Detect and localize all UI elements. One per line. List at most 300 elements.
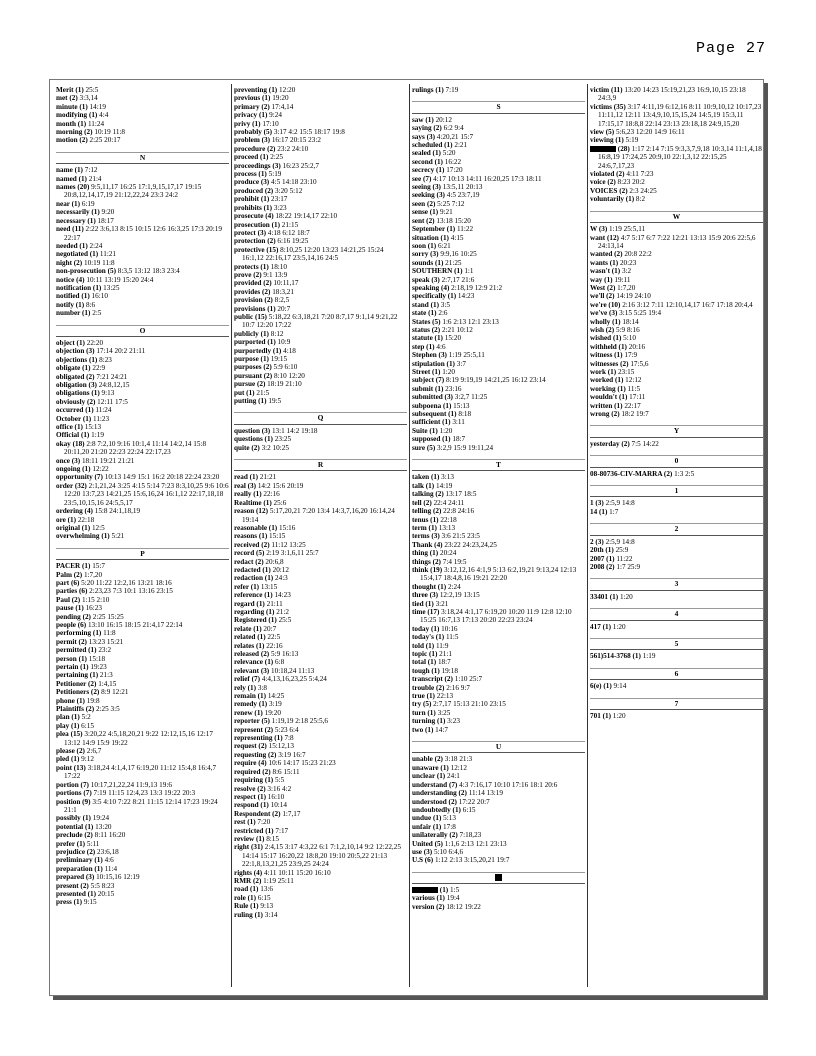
index-references: 13:23 15:21 (88, 637, 124, 646)
index-entry (234, 372, 407, 380)
index-entry (234, 178, 407, 186)
index-entry (234, 658, 407, 666)
index-references: 1:5 (449, 885, 460, 894)
index-references: 1:7,20 (83, 570, 103, 579)
index-term: W (3) (590, 225, 608, 234)
index-term: sure (5) (412, 443, 436, 452)
index-term: pursue (2) (234, 380, 266, 389)
index-term: person (1) (56, 654, 87, 663)
index-references: 20:6,8 (265, 557, 284, 566)
column-divider (587, 84, 588, 987)
index-term: performing (1) (56, 629, 102, 638)
index-entry (590, 128, 763, 136)
index-references: 1:19 (642, 652, 656, 661)
index-references: 21:1 (439, 650, 452, 658)
index-references: 8:18 (458, 410, 472, 419)
index-term: rest (1) (234, 818, 256, 827)
index-references: 15:15 (269, 532, 286, 541)
index-entry (234, 305, 407, 313)
index-term: use (3) (412, 847, 433, 856)
index-references: 3:11 (452, 418, 465, 427)
section-letter-heading: 2 (590, 523, 763, 535)
index-entry (412, 242, 585, 250)
index-term: refer (1) (234, 582, 260, 591)
index-term: pause (1) (56, 604, 84, 613)
index-entry (590, 593, 763, 601)
index-entry (56, 562, 229, 570)
index-references: 15:12,13 (268, 742, 294, 751)
index-entry (234, 558, 407, 566)
index-entry (56, 120, 229, 128)
index-references: 10:18,24 11:13 (271, 666, 315, 675)
index-references: 18:7 (452, 435, 466, 444)
index-references: 2:6 (438, 309, 448, 318)
index-term: secrecy (1) (412, 166, 445, 175)
index-term: redacted (1) (234, 565, 271, 574)
index-term: step (1) (412, 342, 435, 351)
index-entry (234, 263, 407, 271)
index-references: 18:10 (270, 262, 287, 271)
index-entry (56, 423, 229, 431)
index-entry (412, 191, 585, 199)
index-entry (412, 418, 585, 426)
index-entry (590, 546, 763, 554)
index-entry (56, 516, 229, 524)
index-references: 7:21 24:21 (96, 372, 128, 381)
index-term: obligated (2) (56, 372, 95, 381)
index-references: 3:6 21:5 23:5 (441, 532, 480, 541)
index-entry (234, 541, 407, 549)
index-entry (234, 600, 407, 608)
index-references: 3:23 (447, 717, 460, 726)
index-term: representing (1) (234, 734, 283, 743)
index-entry (590, 187, 763, 195)
index-term: relates (1) (234, 641, 265, 650)
index-entry (234, 482, 407, 490)
index-entry (56, 604, 229, 612)
index-references: 3:5 4:10 7:22 8:21 11:15 12:14 17:23 19:24 21:1 (64, 797, 218, 814)
word-index-frame (49, 79, 764, 996)
index-references: 10:13 14:9 15:1 16:2 20:18 22:24 23:20 (104, 473, 220, 482)
index-entry (234, 776, 407, 784)
index-entry (56, 730, 229, 747)
index-references: 1:20 (619, 592, 633, 601)
index-entry (412, 650, 585, 658)
index-entry (56, 431, 229, 439)
index-entry (234, 591, 407, 599)
index-references: 1:19 25:5,11 (609, 225, 646, 234)
index-entry (234, 347, 407, 355)
index-references: 5:2 (81, 713, 91, 722)
index-term: tell (2) (412, 498, 432, 507)
index-term: sent (2) (412, 216, 435, 225)
index-entry (590, 360, 763, 368)
index-references: 21:25 (445, 258, 462, 267)
index-term: wrong (2) (590, 410, 620, 419)
index-section (590, 455, 763, 478)
index-references: 2:21 (454, 141, 468, 150)
index-term: wanted (2) (590, 250, 623, 259)
index-term: wouldn't (1) (590, 393, 628, 402)
index-entry (590, 393, 763, 401)
index-term: redaction (1) (234, 574, 274, 583)
index-entry (234, 549, 407, 557)
index-entry (412, 368, 585, 376)
index-references: 3:19 (269, 700, 282, 709)
index-term: negotiated (1) (56, 250, 99, 259)
index-term: redact (2) (234, 557, 264, 566)
index-section (412, 872, 585, 911)
index-entry (56, 697, 229, 705)
index-references: 2:18,19 12:9 21:2 (451, 283, 503, 292)
index-term: unclear (1) (412, 772, 446, 781)
index-references: 9:24 (269, 111, 282, 120)
index-references: 21:2 (276, 607, 289, 616)
index-entry (412, 276, 585, 284)
index-section (412, 101, 585, 452)
index-references: 8:19 9:19,19 14:21,25 16:12 23:14 (445, 376, 546, 385)
index-term: pertain (1) (56, 663, 89, 671)
index-entry (234, 524, 407, 532)
index-term: witnesses (2) (590, 359, 629, 368)
column-divider (409, 84, 410, 987)
index-term: quite (2) (234, 443, 260, 452)
index-term: protect (3) (234, 228, 266, 237)
index-entry (234, 204, 407, 212)
index-section (56, 325, 229, 541)
index-term: 2007 (1) (590, 554, 615, 563)
index-term: wished (1) (590, 334, 622, 343)
index-term: preliminary (1) (56, 856, 103, 865)
index-references: 13:18 15:20 (436, 216, 471, 225)
index-entry (412, 284, 585, 292)
index-term: situation (1) (412, 233, 449, 242)
index-entry (590, 508, 763, 516)
index-references: 1:7 (609, 507, 619, 516)
index-entry (412, 558, 585, 566)
index-references: 19:20 (272, 94, 289, 103)
index-term: related (1) (234, 633, 266, 642)
index-entry (412, 259, 585, 267)
index-term: PACER (1) (56, 562, 91, 571)
index-references: 2:22 3:6,13 8:15 10:15 12:6 16:3,25 17:3 20:19 22:17 (64, 225, 222, 242)
index-term: okay (18) (56, 439, 85, 448)
index-column-1 (56, 86, 229, 907)
index-entry (412, 658, 585, 666)
index-entry (234, 742, 407, 750)
section-letter-heading: N (56, 152, 229, 164)
index-entry (234, 435, 407, 443)
index-term: questions (1) (234, 435, 273, 444)
index-entry (56, 136, 229, 144)
index-section (590, 698, 763, 721)
index-section (234, 459, 407, 919)
index-term: told (1) (412, 641, 435, 650)
index-references: 2:5,9 14:8 (605, 499, 635, 508)
index-entry (412, 806, 585, 814)
index-entry (56, 242, 229, 250)
index-references: 1:19 25:5,11 (448, 351, 485, 360)
index-references: 2:16 3:12 7:11 12:10,14,17 16:7 17:18 20:4,4 (622, 300, 753, 309)
index-references: 11:8 (103, 629, 116, 638)
index-term: seeing (3) (412, 183, 441, 192)
index-term: West (2) (590, 283, 616, 292)
index-entry (590, 234, 763, 251)
index-term: subpoena (1) (412, 401, 452, 410)
index-term: three (3) (412, 591, 439, 600)
index-entry (412, 490, 585, 498)
index-references: 3:2 10:25 (261, 443, 289, 452)
index-term: objection (3) (56, 347, 95, 356)
index-entry (56, 671, 229, 679)
index-term: question (3) (234, 426, 271, 435)
index-entry (412, 116, 585, 124)
index-term: unilaterally (2) (412, 831, 458, 840)
index-references: 13:25 (103, 283, 120, 292)
index-term: worked (1) (590, 376, 624, 385)
index-references: 17:22 20:7 (458, 797, 490, 806)
index-term: name (1) (56, 166, 83, 175)
index-references: 3:15 5:25 19:4 (619, 309, 662, 318)
index-term: voluntarily (1) (590, 195, 635, 204)
index-references: 17:9 (624, 351, 638, 360)
index-references: 2:19 3:1,6,11 25:7 (266, 549, 319, 558)
index-term: named (1) (56, 174, 87, 183)
index-term: occurred (1) (56, 406, 94, 415)
index-term: necessary (1) (56, 216, 96, 225)
index-entry (234, 338, 407, 346)
index-entry (234, 363, 407, 371)
index-term: near (1) (56, 199, 81, 208)
index-term: Realtime (1) (234, 498, 272, 507)
index-term: Respondent (2) (234, 809, 281, 818)
index-term: witness (1) (590, 351, 623, 360)
index-entry (56, 755, 229, 763)
index-references: 8:3,5 13:12 18:3 23:4 (117, 267, 180, 276)
index-term: plea (15) (56, 730, 83, 739)
index-references: 22:4 24:11 (433, 498, 465, 507)
index-term: understanding (2) (412, 789, 467, 798)
index-term: victims (35) (590, 102, 626, 111)
index-term: produced (2) (234, 186, 274, 195)
index-term: topic (1) (412, 650, 438, 658)
index-entry (234, 625, 407, 633)
index-term: received (2) (234, 540, 270, 549)
index-entry (234, 229, 407, 237)
index-entry (56, 831, 229, 839)
index-references: 6:8 (274, 658, 285, 667)
index-term: part (6) (56, 578, 80, 587)
index-entry (56, 128, 229, 136)
index-entry (56, 898, 229, 906)
index-term: procedure (2) (234, 144, 276, 153)
index-term: prefer (1) (56, 839, 86, 848)
index-term: saw (1) (412, 115, 434, 124)
index-entry (234, 642, 407, 650)
index-references: 8:15 (266, 834, 279, 843)
index-term: pertaining (1) (56, 671, 99, 680)
index-term: provides (2) (234, 287, 271, 296)
index-references: 24:8,12,15 (98, 381, 130, 389)
index-term: view (5) (590, 128, 615, 137)
index-term: Palm (2) (56, 570, 83, 579)
index-term: relief (7) (234, 675, 261, 684)
index-references: 9:13 (101, 389, 115, 398)
index-references: 11:5 (445, 633, 459, 642)
index-entry (234, 608, 407, 616)
index-term: stipulation (1) (412, 359, 455, 368)
index-term: talking (2) (412, 490, 444, 499)
index-entry (56, 680, 229, 688)
index-references: 7:18,23 (459, 831, 482, 840)
index-term: purposes (2) (234, 363, 272, 372)
index-term: point (13) (56, 763, 86, 772)
index-term: put (1) (234, 388, 255, 397)
index-references: 18:11 19:21 21:21 (81, 456, 135, 465)
index-entry (234, 397, 407, 405)
index-term: sealed (1) (412, 149, 441, 158)
index-references: 25:5 (278, 616, 292, 625)
index-references: 25:5 (85, 86, 99, 94)
index-references: 2:8 7:2,10 9:16 10:1,4 11:14 14:2,14 15:8 20:11,20 21:20 22:23 22:24 22:17,23 (64, 439, 207, 457)
section-letter-heading: Y (590, 425, 763, 437)
index-term: transcript (2) (412, 675, 453, 684)
index-term: understand (7) (412, 780, 458, 789)
index-entry (56, 276, 229, 284)
index-references: 7:20 (257, 818, 271, 827)
index-entry (590, 301, 763, 309)
index-term: sorry (3) (412, 250, 439, 259)
section-letter-heading: 7 (590, 698, 763, 710)
index-term: trouble (2) (412, 683, 445, 692)
index-term: telling (2) (412, 507, 442, 516)
index-term: morning (2) (56, 128, 93, 137)
index-term: require (4) (234, 759, 267, 768)
index-entry (56, 465, 229, 473)
index-references: 5:9 16:13 (271, 650, 299, 658)
index-entry (412, 831, 585, 839)
index-entry (56, 882, 229, 890)
index-references: 13:6 (260, 885, 274, 894)
index-references: 12:12 (450, 763, 467, 772)
index-references: 22:8 24:16 (443, 507, 475, 516)
index-references: 8:23 20:2 (617, 178, 645, 187)
index-entry (412, 427, 585, 435)
index-term: reasons (1) (234, 532, 268, 541)
index-entry (412, 507, 585, 515)
index-entry (56, 814, 229, 822)
index-references: 1:20 (442, 368, 455, 376)
index-term: try (5) (412, 700, 432, 709)
index-entry (590, 170, 763, 178)
index-term: (1) (439, 885, 449, 894)
index-term: seen (2) (412, 199, 436, 208)
index-term: respect (1) (234, 792, 266, 801)
index-references: 3:14 (264, 910, 278, 919)
index-entry (590, 250, 763, 258)
index-references: 13:17 18:5 (445, 490, 477, 499)
index-entry (412, 482, 585, 490)
index-section (590, 578, 763, 601)
index-references: 23:2 (98, 646, 112, 655)
index-term: work (1) (590, 368, 617, 376)
index-entry (590, 259, 763, 267)
index-entry (412, 684, 585, 692)
index-entry (412, 499, 585, 507)
index-entry (56, 890, 229, 898)
index-term: want (12) (590, 233, 619, 242)
index-entry (590, 563, 763, 571)
index-entry (234, 869, 407, 877)
index-references: 6:19 (81, 199, 95, 208)
index-references: 15:20 (444, 334, 462, 343)
index-term: true (1) (412, 692, 435, 701)
index-entry (412, 798, 585, 806)
index-entry (56, 629, 229, 637)
index-term: today (1) (412, 624, 440, 633)
index-references: 23:2 24:10 (277, 144, 309, 153)
index-entry (412, 435, 585, 443)
index-references: 17:11 (629, 393, 646, 402)
index-entry (234, 532, 407, 540)
index-section (56, 548, 229, 907)
index-references: 5:25 7:12 (437, 199, 465, 208)
index-term: terms (3) (412, 532, 440, 541)
index-references: 20:12 (435, 115, 452, 124)
index-entry (56, 208, 229, 216)
index-term: United (5) (412, 839, 443, 848)
index-entry (56, 103, 229, 111)
index-entry (590, 385, 763, 393)
index-references: 16:23 25:2,7 (282, 161, 319, 170)
index-entry (412, 318, 585, 326)
index-term: permit (2) (56, 637, 87, 646)
index-entry (56, 111, 229, 119)
section-letter-heading: T (412, 459, 585, 471)
index-entry (234, 389, 407, 397)
index-references: 3:13 (441, 473, 454, 482)
index-term: status (2) (412, 325, 441, 334)
index-references: 10:11,17 (273, 279, 299, 288)
index-entry (234, 717, 407, 725)
index-references: 1:1 (464, 267, 474, 276)
section-letter-heading: S (412, 101, 585, 113)
index-references: 20:8 22:2 (624, 250, 652, 259)
index-term: ore (1) (56, 515, 77, 524)
index-entry (234, 221, 407, 229)
index-term: September (1) (412, 225, 456, 234)
index-entry (412, 781, 585, 789)
index-entry (412, 200, 585, 208)
index-entry (590, 326, 763, 334)
index-entry (56, 250, 229, 258)
index-entry (56, 482, 229, 507)
index-references: 18:19 21:10 (267, 380, 302, 389)
index-references: 14:19 (435, 481, 453, 490)
index-entry (590, 623, 763, 631)
index-term: talk (1) (412, 481, 435, 490)
index-term: preparation (1) (56, 864, 103, 873)
index-term: Merit (1) (56, 86, 84, 94)
index-term: object (1) (56, 338, 85, 347)
redaction-mark (412, 887, 438, 893)
index-entry (412, 250, 585, 258)
index-term: resolve (2) (234, 784, 266, 793)
index-references: 7:19 11:15 12:4,23 13:3 19:22 20:3 (93, 789, 196, 798)
index-entry (590, 334, 763, 342)
index-entry (412, 726, 585, 734)
index-references: 3:20 5:12 (275, 186, 303, 195)
